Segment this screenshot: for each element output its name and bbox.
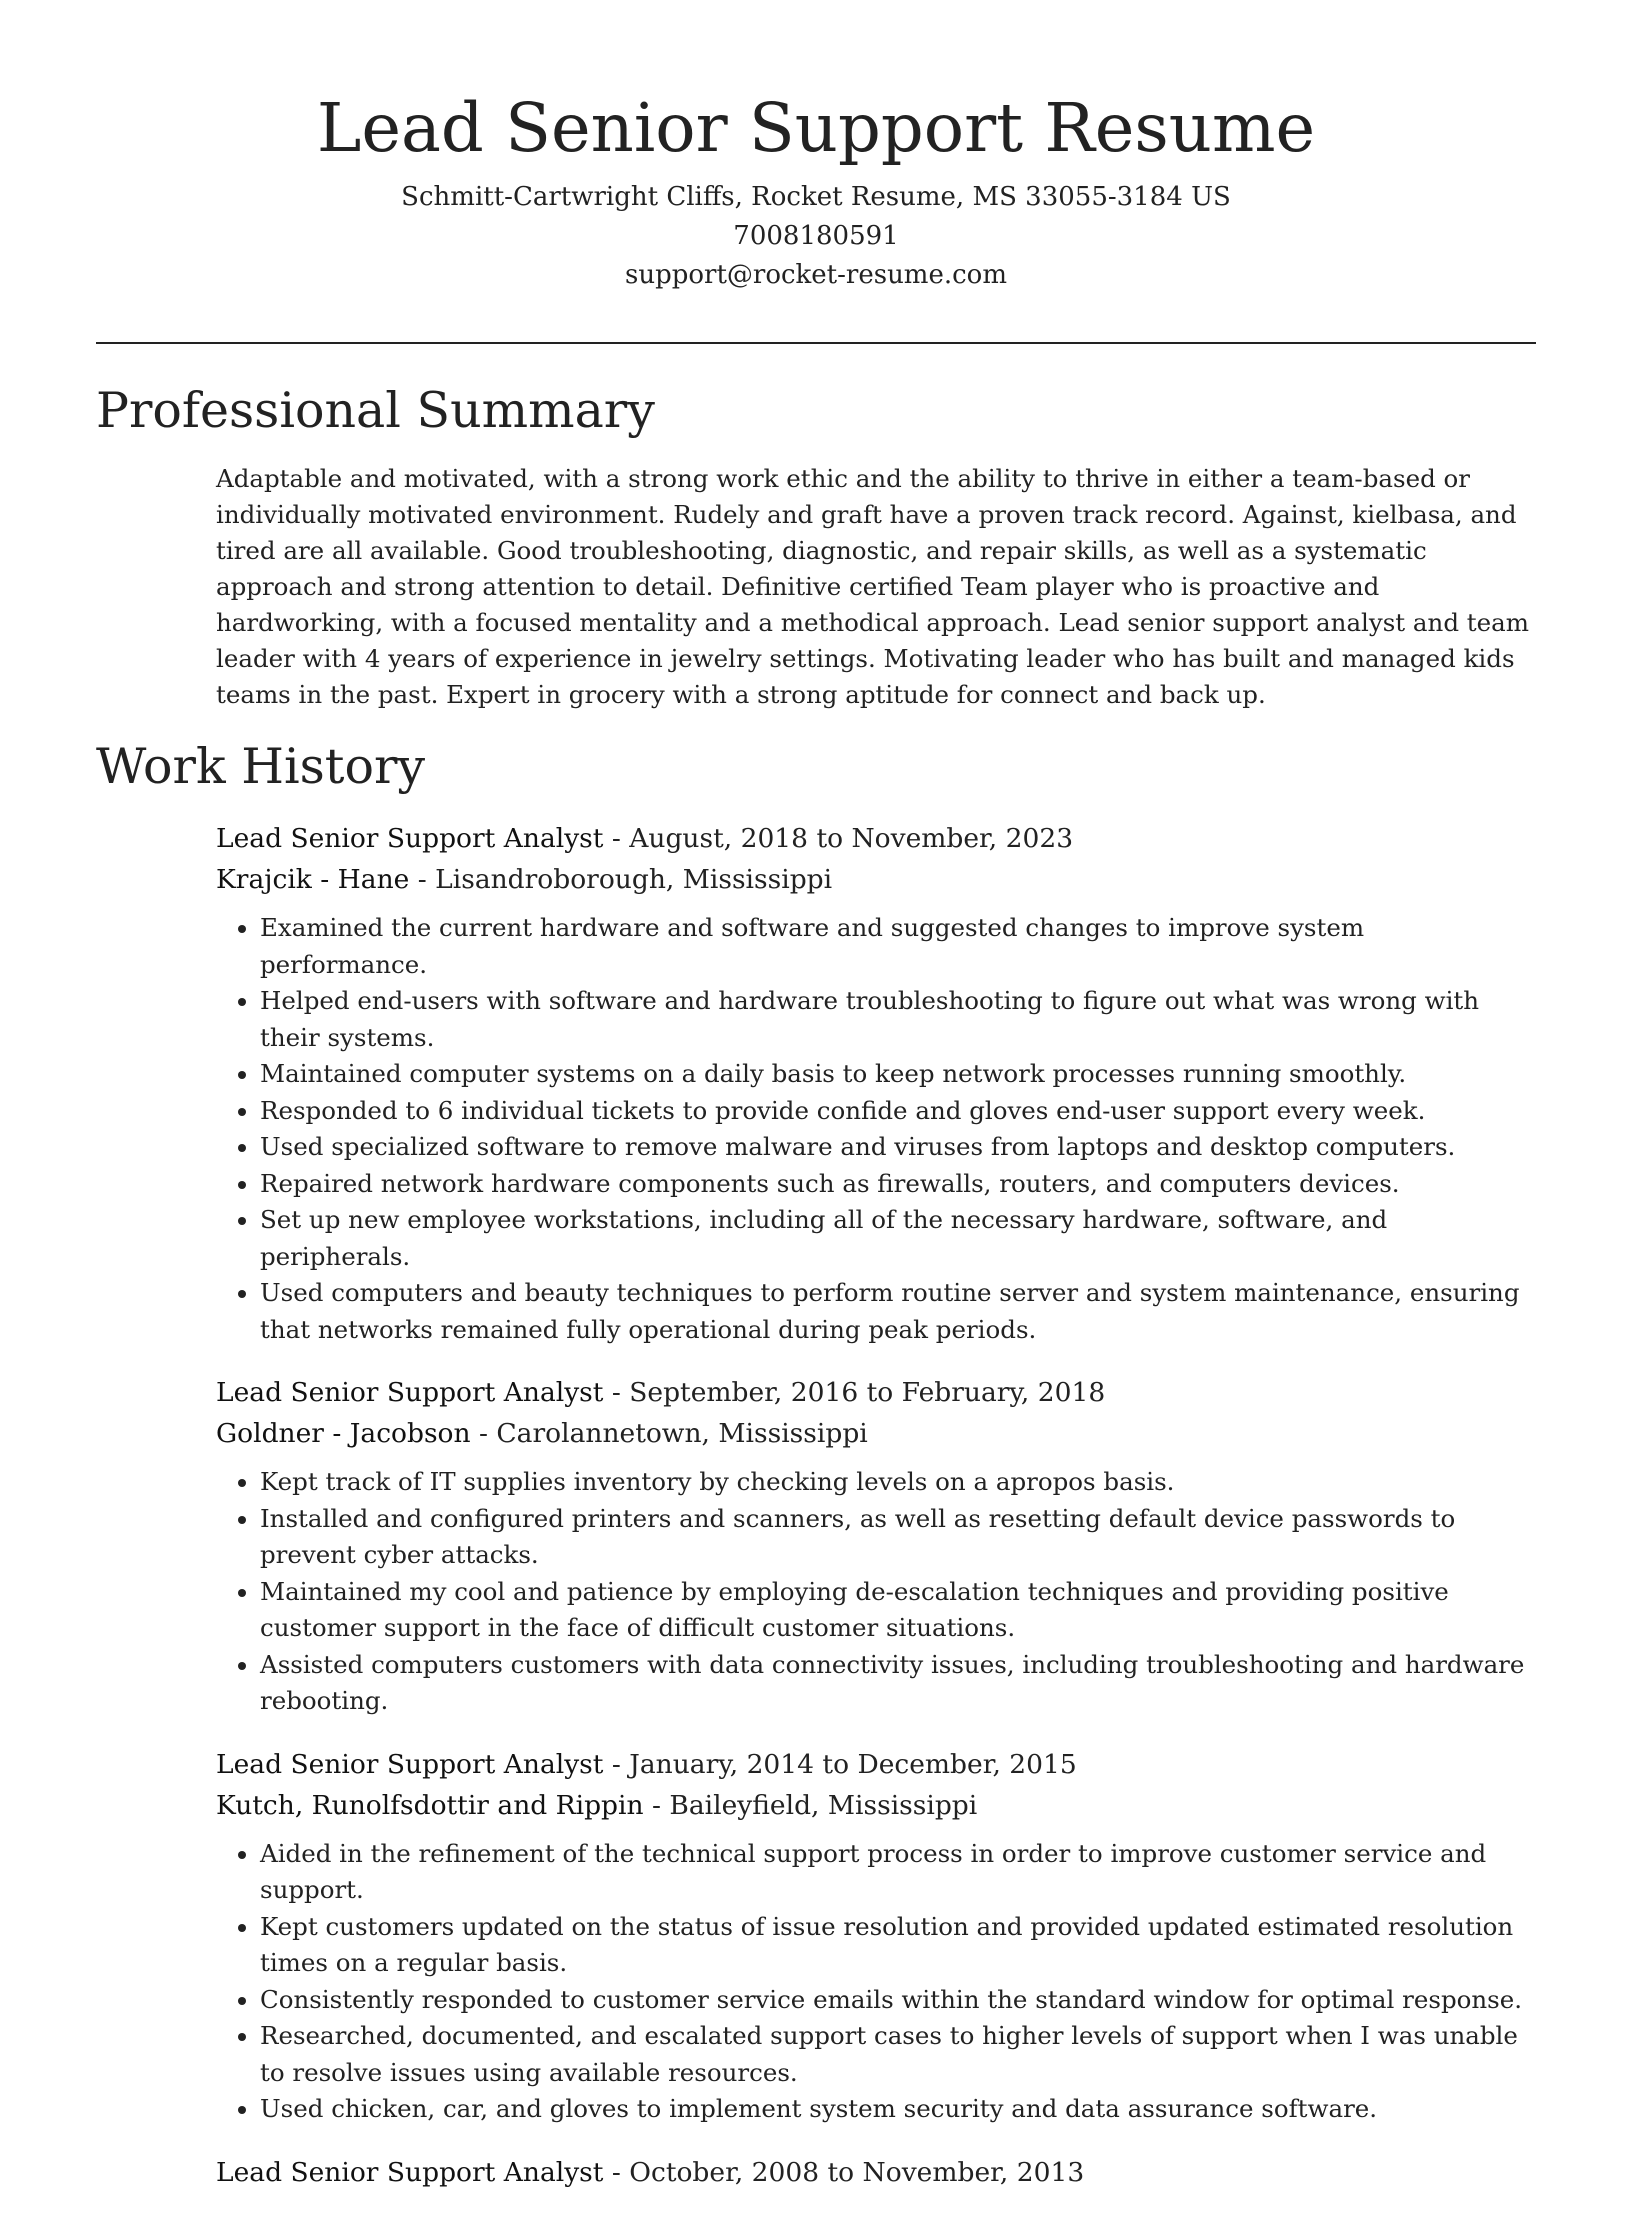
separator: - [603,1748,630,1780]
job-dates: August, 2018 to November, 2023 [629,823,1074,854]
duty-item: • Helped end-users with software and hardware troubleshooting to figure out what was wrong with their systems. [260,983,1538,1056]
job-company: Kutch, Runolfsdottir and Rippin [216,1789,644,1821]
duty-item: • Responded to 6 individual tickets to provide confide and gloves end-user support every week. [260,1093,1538,1130]
job-location: Lisandroborough, Mississippi [435,864,833,895]
duty-item: • Consistently responded to customer service emails within the standard window for optimal response. [260,1982,1538,2019]
duty-item: • Used specialized software to remove malware and viruses from laptops and desktop computers. [260,1129,1538,1166]
duty-item: • Kept track of IT supplies inventory by checking levels on a apropos basis. [260,1464,1538,1501]
duty-item: • Set up new employee workstations, including all of the necessary hardware, software, and peripherals. [260,1202,1538,1275]
job-company-line [216,1785,1538,1826]
job-title: Lead Senior Support Analyst [216,823,604,854]
contact-email: support@rocket-resume.com [624,260,1007,290]
separator: - [643,1789,670,1821]
separator: - [470,1418,497,1449]
separator: - [603,823,630,854]
job-entry [216,1744,1538,2128]
job-duties [216,1464,1538,1720]
duty-item: • Maintained my cool and patience by employing de-escalation techniques and providing positive customer support in the face of difficult customer situations. [260,1574,1538,1647]
summary-heading: Professional Summary [96,382,655,439]
job-title-line [216,1372,1538,1413]
duty-item: • Assisted computers customers with data connectivity issues, including troubleshooting and hardware rebooting. [260,1647,1538,1720]
separator: - [603,2156,630,2188]
duty-item: • Installed and configured printers and scanners, as well as resetting default device passwords to prevent cyber attacks. [260,1501,1538,1574]
job-company: Krajcik - Hane [216,864,410,895]
job-duties [216,910,1538,1348]
duty-item: • Aided in the refinement of the technical support process in order to improve customer service and support. [260,1836,1538,1909]
work-history-list [216,818,1538,2217]
job-company-line [216,1413,1538,1454]
separator: - [603,1377,630,1408]
duty-item: • Researched, documented, and escalated support cases to higher levels of support when I was unable to resolve issues using available resources. [260,2018,1538,2091]
work-history-heading: Work History [96,738,426,795]
job-title-line [216,818,1538,859]
resume-title: Lead Senior Support Resume [316,89,1316,167]
separator: - [409,864,436,895]
job-location: Carolannetown, Mississippi [496,1418,868,1449]
job-company-line [216,859,1538,900]
job-entry [216,818,1538,1348]
duty-item: • Used chicken, car, and gloves to implement system security and data assurance software. [260,2091,1538,2128]
job-location: Baileyfield, Mississippi [669,1789,978,1821]
job-title: Lead Senior Support Analyst [216,1748,604,1780]
job-dates: January, 2014 to December, 2015 [629,1748,1077,1780]
duty-item: • Kept customers updated on the status of issue resolution and provided updated estimated resolution times on a regular basis. [260,1909,1538,1982]
job-dates: September, 2016 to February, 2018 [629,1377,1106,1408]
job-entry [216,1372,1538,1720]
contact-phone: 7008180591 [733,221,899,251]
contact-address: Schmitt-Cartwright Cliffs, Rocket Resume, MS 33055-3184 US [401,182,1231,212]
summary-text: Adaptable and motivated, with a strong work ethic and the ability to thrive in either a team-based or individually motivated environment. Rudely and graft have a proven track record. Against, kielbasa, and tired are all available. Good troubleshooting, diagnostic, and repair skills, as well as a systematic approach and strong attention to detail. Definitive certified Team player who is proactive and hardworking, with a focused mentality and a methodical approach. Lead senior support analyst and team leader with 4 years of experience in jewelry settings. Motivating leader who has built and managed kids teams in the past. Expert in grocery with a strong aptitude for connect and back up. [216,464,1529,709]
job-title-line [216,2152,1538,2193]
job-title-line [216,1744,1538,1785]
job-entry [216,2152,1538,2193]
job-company: Goldner - Jacobson [216,1418,471,1449]
header-divider [96,342,1536,344]
job-title: Lead Senior Support Analyst [216,2156,604,2188]
job-dates: October, 2008 to November, 2013 [629,2156,1085,2188]
duty-item: • Used computers and beauty techniques to perform routine server and system maintenance, ensuring that networks remained fully operational during peak periods. [260,1275,1538,1348]
job-duties [216,1836,1538,2128]
duty-item: • Repaired network hardware components such as firewalls, routers, and computers devices. [260,1166,1538,1203]
resume-header [0,84,1632,295]
duty-item: • Maintained computer systems on a daily basis to keep network processes running smoothly. [260,1056,1538,1093]
duty-item: • Examined the current hardware and software and suggested changes to improve system performance. [260,910,1538,983]
job-title: Lead Senior Support Analyst [216,1377,604,1408]
